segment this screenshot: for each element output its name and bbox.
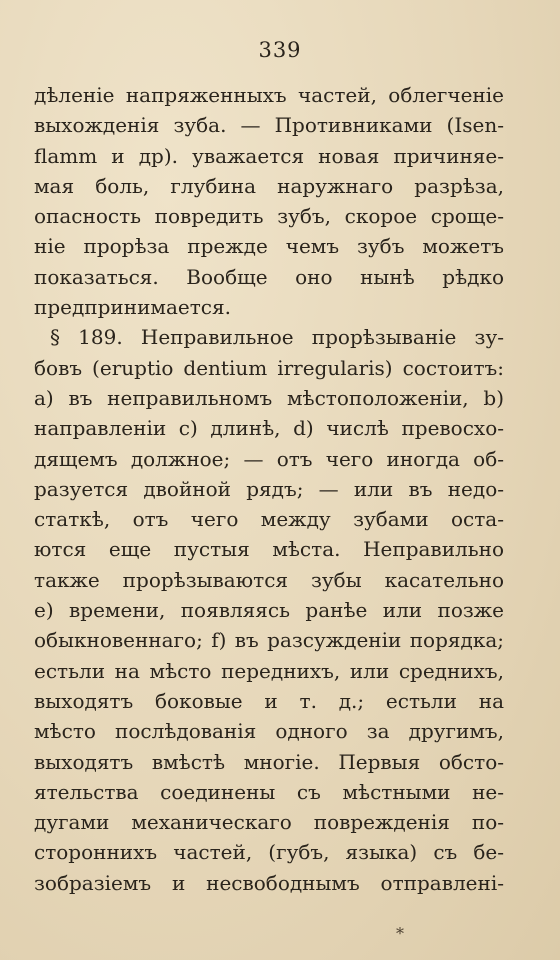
text-line: ніе прорѣза прежде чемъ зубъ можетъ xyxy=(34,234,504,259)
footer-mark: * xyxy=(396,924,404,943)
text-line: выходятъ боковые и т. д.; естьли на xyxy=(34,688,504,713)
text-line: дящемъ должное; — отъ чего иногда об- xyxy=(34,446,504,471)
text-line: ются еще пустыя мѣста. Неправильно xyxy=(34,537,504,562)
text-line: ятельства соединены съ мѣстными не- xyxy=(34,779,504,804)
text-line: стороннихъ частей, (губъ, языка) съ бе- xyxy=(34,840,504,865)
text-line: a) въ неправильномъ мѣстоположеніи, b) xyxy=(34,385,504,410)
page-number: 339 xyxy=(258,38,302,62)
text-line: выхожденія зуба. — Противниками (Isen- xyxy=(34,113,504,138)
text-line: дѣленіе напряженныхъ частей, облегченіе xyxy=(34,83,504,107)
text-line: статкѣ, отъ чего между зубами оста- xyxy=(34,507,504,532)
text-line: обыкновеннаго; f) въ разсужденіи порядка; xyxy=(34,628,504,653)
text-line: естьли на мѣсто переднихъ, или среднихъ, xyxy=(34,658,504,683)
text-line: показаться. Вообще оно нынѣ рѣдко xyxy=(34,264,504,289)
text-line: мѣсто послѣдованія одного за другимъ, xyxy=(34,719,504,744)
text-line: мая боль, глубина наружнаго разрѣза, xyxy=(34,173,504,198)
text-line: flamm и др). уважается новая причиняе- xyxy=(34,143,504,168)
text-line: опасность повредить зубъ, скорое сроще- xyxy=(34,204,504,229)
text-line: § 189. Неправильное прорѣзываніе зу- xyxy=(50,325,504,350)
text-line: дугами механическаго поврежденія по- xyxy=(34,810,504,835)
text-line: предпринимается. xyxy=(34,295,231,320)
text-line: зобразіемъ и несвободнымъ отправлені- xyxy=(34,870,504,895)
text-line: бовъ (eruptio dentium irregularis) состоитъ: xyxy=(34,355,504,380)
body-text xyxy=(34,80,504,898)
text-line: направленіи c) длинѣ, d) числѣ превосхо- xyxy=(34,416,504,441)
text-line: e) времени, появляясь ранѣе или позже xyxy=(34,598,504,623)
text-line: также прорѣзываются зубы касательно xyxy=(34,567,504,592)
text-line: выходятъ вмѣстѣ многіе. Первыя обсто- xyxy=(34,749,504,774)
text-line: разуется двойной рядъ; — или въ недо- xyxy=(34,476,504,501)
